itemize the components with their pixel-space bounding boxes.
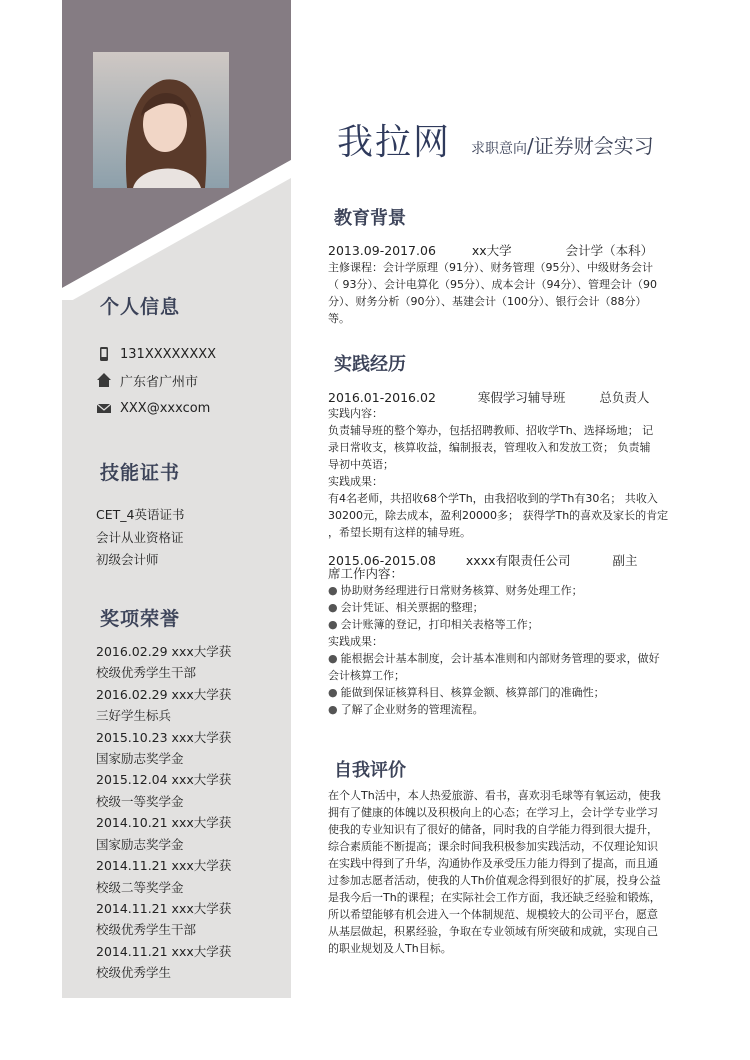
education-period: 2013.09-2017.06 [328, 243, 436, 258]
detail-line: 有4名老师，共招收68个学Th，由我招收到的学Th有30名； 共收入 [328, 492, 658, 505]
eval-line: 在个人Th活中，本人热爱旅游、看书，喜欢羽毛球等有氧运动，使我 [328, 789, 661, 802]
eval-line: 是我今后一Th的课程；在实际社会工作方面，我还缺乏经验和锻炼， [328, 891, 661, 904]
education-major: 会计学（本科） [565, 243, 654, 258]
education-header [328, 241, 653, 259]
detail-line: ● 了解了企业财务的管理流程。 [328, 701, 660, 718]
phone-icon [96, 346, 112, 362]
self-eval-section-title: 自我评价 [334, 760, 406, 781]
eval-line: 拥有了健康的体魄以及积极向上的心态；在学习上，会计学专业学习 [328, 806, 658, 819]
eval-line: 使我的专业知识有了很好的储备，同时我的自学能力得到很大提升， [328, 823, 658, 836]
awards-section-title: 奖项荣誉 [100, 608, 181, 630]
job-intent [471, 130, 654, 159]
candidate-name: 我拉网 [337, 122, 452, 163]
education-courses [328, 259, 657, 327]
eval-line: 所以希望能够有机会进入一个体制规范、规模较大的公司平台，愿意 [328, 908, 658, 921]
job1-period: 2016.01-2016.02 [328, 390, 436, 405]
course-line: 等。 [328, 312, 350, 325]
job1-header [328, 388, 649, 406]
address-value: 广东省广州市 [120, 374, 199, 390]
detail-line: 实践成果： [328, 635, 383, 648]
job1-details [328, 405, 668, 541]
job1-org: 寒假学习辅导班 [477, 390, 566, 405]
detail-line: 录日常收支，核算收益，编制报表，管理收入和发放工资； 负责辅 [328, 441, 651, 454]
phone-row [96, 345, 216, 363]
detail-line: 负责辅导班的整个筹办，包括招聘教师、招收学Th、选择场地； 记 [328, 424, 654, 437]
job-intent-label: 求职意向 [471, 141, 527, 157]
email-value: XXX@xxxcom [120, 400, 211, 416]
address-row [96, 371, 198, 389]
detail-line: ● 会计凭证、相关票据的整理； [328, 599, 660, 616]
detail-line: 席工作内容： [328, 566, 404, 581]
job2-details [328, 565, 660, 718]
email-row [96, 399, 210, 417]
award-line: 2014.11.21 xxx大学获 [96, 858, 232, 873]
detail-line: 实践成果： [328, 475, 383, 488]
job2-role: 副主 [612, 553, 638, 568]
self-eval-text [328, 787, 661, 957]
detail-line: 会计核算工作； [328, 669, 405, 682]
award-line: 2016.02.29 xxx大学获 [96, 644, 232, 659]
phone-value: 131XXXXXXXX [120, 346, 217, 362]
award-line: 国家励志奖学金 [96, 751, 184, 766]
award-line: 校级优秀学生 [96, 965, 172, 980]
education-school: xx大学 [471, 243, 512, 258]
detail-line: 实践内容： [328, 407, 383, 420]
award-line: 2014.11.21 xxx大学获 [96, 944, 232, 959]
detail-line: ● 能根据会计基本制度，会计基本准则和内部财务管理的要求，做好 [328, 650, 660, 667]
award-line: 2014.10.21 xxx大学获 [96, 815, 232, 830]
skill-item: CET_4英语证书 [96, 507, 185, 522]
detail-line: 导初中英语； [328, 458, 394, 471]
skills-section-title: 技能证书 [100, 462, 181, 484]
detail-line: ，希望长期有这样的辅导班。 [328, 526, 471, 539]
award-line: 校级优秀学生干部 [96, 665, 197, 680]
eval-line: 综合素质能不断提高；课余时间我积极参加实践活动，不仅理论知识 [328, 840, 658, 853]
job1-role: 总负责人 [599, 390, 650, 405]
award-line: 国家励志奖学金 [96, 837, 184, 852]
detail-line: ● 会计账簿的登记，打印相关表格等工作； [328, 616, 660, 633]
job2-org: xxxx有限责任公司 [465, 553, 571, 568]
profile-section-title: 个人信息 [100, 296, 181, 318]
award-line: 2016.02.29 xxx大学获 [96, 687, 232, 702]
skill-item: 初级会计师 [96, 552, 159, 567]
job-intent-value: /证券财会实习 [527, 134, 654, 158]
award-line: 校级一等奖学金 [96, 794, 184, 809]
course-line: 主修课程：会计学原理（91分）、财务管理（95分）、中级财务会计 [328, 261, 653, 274]
detail-line: ● 能做到保证核算科目、核算金额、核算部门的准确性； [328, 684, 660, 701]
eval-line: 的职业规划及人Th目标。 [328, 942, 452, 955]
skill-item: 会计从业资格证 [96, 530, 184, 545]
mail-icon [96, 400, 112, 416]
award-line: 2014.11.21 xxx大学获 [96, 901, 232, 916]
detail-line: ● 协助财务经理进行日常财务核算、财务处理工作； [328, 582, 660, 599]
course-line: （ 93分）、会计电算化（95分）、成本会计（94分）、管理会计（90 [328, 278, 657, 291]
practice-section-title: 实践经历 [334, 354, 406, 375]
award-line: 2015.10.23 xxx大学获 [96, 730, 232, 745]
award-line: 2015.12.04 xxx大学获 [96, 772, 232, 787]
course-line: 分）、财务分析（90分）、基建会计（100分）、银行会计（88分） [328, 295, 647, 308]
detail-line: 30200元，除去成本，盈利20000多； 获得学Th的喜欢及家长的肯定 [328, 509, 669, 522]
award-line: 校级二等奖学金 [96, 880, 184, 895]
eval-line: 在实践中得到了升华，沟通协作及承受压力能力得到了提高，而且通 [328, 857, 658, 870]
award-line: 三好学生标兵 [96, 708, 172, 723]
award-line: 校级优秀学生干部 [96, 922, 197, 937]
eval-line: 过参加志愿者活动，使我的人Th价值观念得到很好的扩展，投身公益 [328, 874, 661, 887]
profile-photo [93, 52, 229, 188]
home-icon [96, 372, 112, 388]
job2-period: 2015.06-2015.08 [328, 553, 436, 568]
eval-line: 从基层做起，积累经验，争取在专业领域有所突破和成就，实现自己 [328, 925, 658, 938]
education-section-title: 教育背景 [334, 208, 406, 229]
